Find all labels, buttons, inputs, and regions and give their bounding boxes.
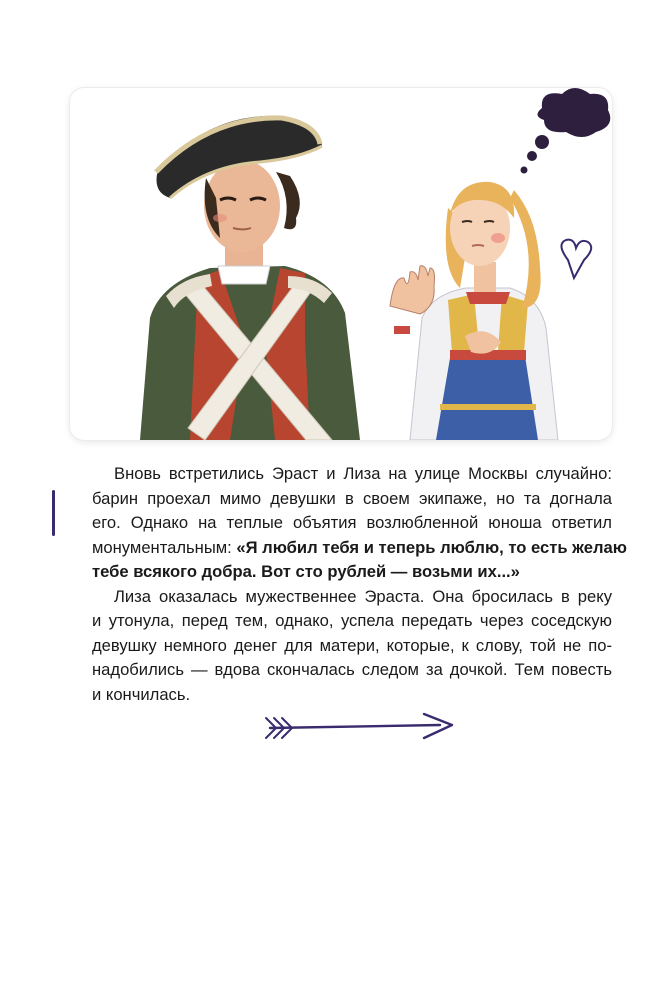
text-line: его. Однако на теплые объятия возлюбленной юноша ответил	[92, 513, 612, 532]
liza-figure	[390, 182, 558, 440]
story-text	[92, 462, 627, 707]
quote-fragment: «Я любил тебя и теперь люблю, то есть желаю	[236, 537, 627, 557]
illustration-card	[70, 88, 612, 440]
text-fragment: монументальным:	[92, 537, 237, 557]
margin-marker	[52, 490, 55, 536]
text-line: Лиза оказалась мужественнее Эраста. Она бросилась в реку	[114, 586, 612, 606]
text-line: и кончилась.	[92, 684, 191, 704]
text-line: надобились — вдова скончалась следом за дочкой. Тем повесть	[92, 660, 612, 679]
text-line: барин проехал мимо девушки в своем экипаже, но та догнала	[92, 488, 612, 508]
text-line: девушку немного денег для матери, которые, к слову, той не по-	[92, 635, 612, 655]
illustration-erast-liza	[70, 88, 612, 440]
arrow-ornament-icon	[262, 708, 458, 744]
paragraph-1	[92, 462, 627, 585]
text-line: и утонула, перед тем, однако, успела передать через соседскую	[92, 611, 612, 630]
paragraph-2	[92, 585, 612, 708]
text-line: Вновь встретились Эраст и Лиза на улице Москвы случайно:	[114, 464, 612, 483]
quote-line: тебе всякого добра. Вот сто рублей — возьми их...»	[92, 562, 520, 581]
text-line	[92, 536, 627, 561]
heart-icon	[561, 240, 591, 278]
thought-bubble-icon	[521, 88, 611, 174]
erast-figure	[140, 116, 360, 440]
